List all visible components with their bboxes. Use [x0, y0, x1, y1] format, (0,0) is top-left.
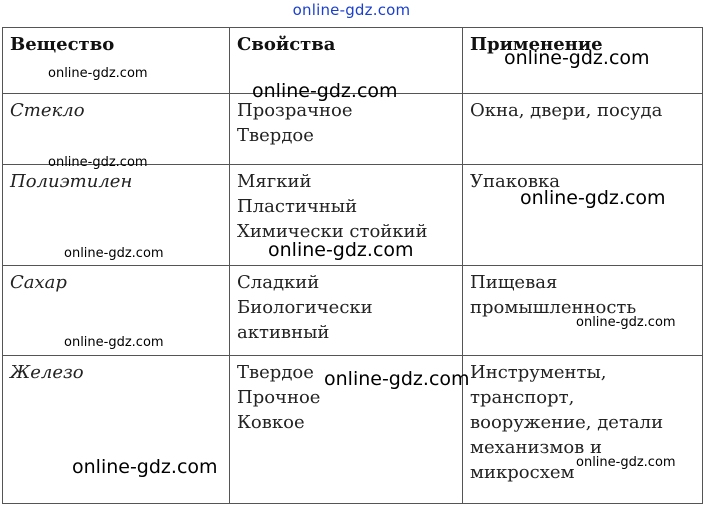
header-cell-substance: Вещество: [3, 28, 230, 94]
substance-cell: Железо: [3, 356, 230, 504]
property-line: Твердое: [237, 362, 314, 383]
application-line: промышленность: [470, 297, 637, 318]
application-line: Упаковка: [470, 171, 560, 192]
site-header: [0, 0, 703, 26]
watermark: online-gdz.com: [576, 455, 676, 470]
watermark: online-gdz.com: [48, 155, 148, 170]
applications-cell: [463, 356, 703, 504]
application-line: Пищевая: [470, 272, 558, 293]
watermark: online-gdz.com: [64, 335, 164, 350]
table-row: [3, 94, 703, 165]
application-line: Окна, двери, посуда: [470, 100, 663, 121]
property-line: Ковкое: [237, 412, 305, 433]
property-line: Твердое: [237, 125, 314, 146]
watermark: online-gdz.com: [576, 315, 676, 330]
substance-cell: Стекло: [3, 94, 230, 165]
applications-cell: [463, 94, 703, 165]
watermark: online-gdz.com: [504, 47, 650, 69]
substance-cell: Сахар: [3, 266, 230, 356]
application-line: механизмов и: [470, 437, 603, 458]
application-line: микросхем: [470, 462, 575, 483]
property-line: Пластичный: [237, 196, 358, 217]
property-line: Биологически: [237, 297, 373, 318]
property-line: Прозрачное: [237, 100, 353, 121]
property-line: активный: [237, 322, 330, 343]
application-line: Инструменты,: [470, 362, 607, 383]
property-line: Химически стойкий: [237, 221, 428, 242]
applications-cell: [463, 266, 703, 356]
property-line: Сладкий: [237, 272, 320, 293]
watermark: online-gdz.com: [48, 66, 148, 81]
watermark: online-gdz.com: [64, 246, 164, 261]
watermark: online-gdz.com: [268, 239, 414, 261]
substance-cell: Полиэтилен: [3, 165, 230, 266]
site-header-text: online-gdz.com: [292, 1, 411, 19]
properties-cell: [230, 94, 463, 165]
property-line: Мягкий: [237, 171, 312, 192]
watermark: online-gdz.com: [252, 80, 398, 102]
application-line: транспорт,: [470, 387, 575, 408]
header-cell-properties: Свойства: [230, 28, 463, 94]
application-line: вооружение, детали: [470, 412, 664, 433]
watermark: online-gdz.com: [72, 456, 218, 478]
watermark: online-gdz.com: [324, 368, 470, 390]
properties-cell: [230, 266, 463, 356]
applications-cell: [463, 165, 703, 266]
header-cell-applications: Применение: [463, 28, 703, 94]
watermark: online-gdz.com: [520, 187, 666, 209]
property-line: Прочное: [237, 387, 321, 408]
